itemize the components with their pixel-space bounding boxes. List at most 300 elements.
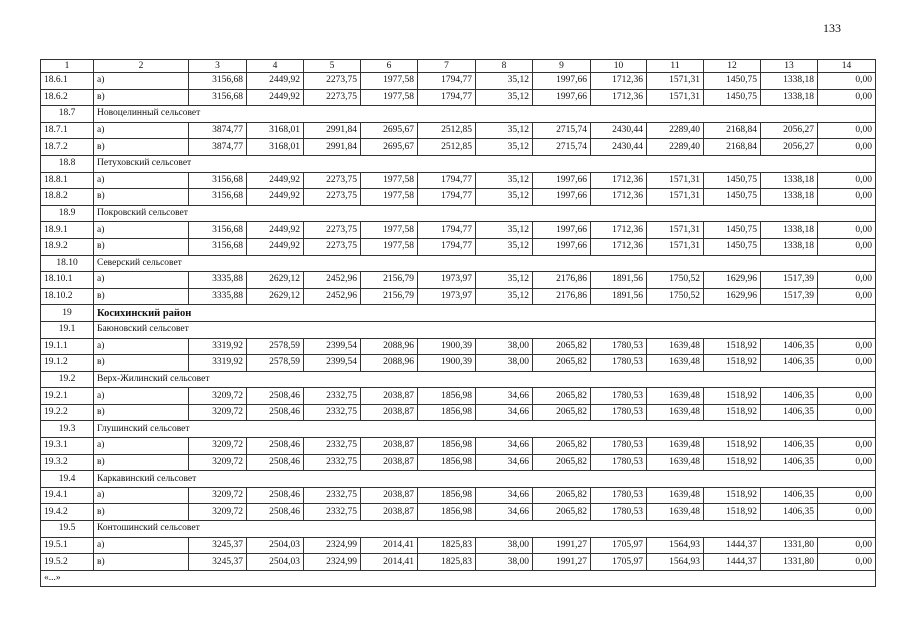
table-cell: 1997,66 — [533, 73, 591, 90]
table-row — [41, 89, 876, 106]
table-cell: 0,00 — [818, 537, 876, 554]
table-cell: 3156,68 — [189, 238, 247, 255]
table-cell: 3156,68 — [189, 189, 247, 206]
row-label: в) — [94, 189, 189, 206]
table-row — [41, 238, 876, 255]
table-cell: 38,00 — [476, 537, 533, 554]
table-cell: 2273,75 — [304, 172, 361, 189]
table-cell: 1518,92 — [704, 388, 761, 405]
table-cell: 2508,46 — [247, 438, 304, 455]
table-cell: 2449,92 — [247, 73, 304, 90]
table-cell: 2449,92 — [247, 189, 304, 206]
row-code: 18.9.1 — [41, 222, 94, 239]
table-cell: 3245,37 — [189, 554, 247, 571]
table-cell: 1518,92 — [704, 438, 761, 455]
row-code: 18.8.2 — [41, 189, 94, 206]
table-cell: 0,00 — [818, 338, 876, 355]
table-cell: 3335,88 — [189, 272, 247, 289]
table-cell: 1997,66 — [533, 172, 591, 189]
table-cell: 34,66 — [476, 504, 533, 521]
table-cell: 2452,96 — [304, 288, 361, 305]
table-cell: 1794,77 — [418, 73, 476, 90]
section-name: Баюновский сельсовет — [94, 321, 876, 338]
table-cell: 1406,35 — [761, 388, 818, 405]
table-cell: 2038,87 — [361, 404, 418, 421]
table-cell: 1997,66 — [533, 189, 591, 206]
table-cell: 0,00 — [818, 504, 876, 521]
table-cell: 1639,48 — [647, 454, 704, 471]
table-cell: 1712,36 — [591, 73, 647, 90]
table-cell: 1712,36 — [591, 89, 647, 106]
table-cell: 1571,31 — [647, 238, 704, 255]
table-cell: 1856,98 — [418, 454, 476, 471]
table-cell: 1571,31 — [647, 89, 704, 106]
table-cell: 1406,35 — [761, 338, 818, 355]
table-cell: 2273,75 — [304, 222, 361, 239]
table-cell: 2038,87 — [361, 454, 418, 471]
table-cell: 1639,48 — [647, 438, 704, 455]
table-cell: 2168,84 — [704, 122, 761, 139]
table-cell: 2399,54 — [304, 338, 361, 355]
table-cell: 2508,46 — [247, 454, 304, 471]
table-cell: 3319,92 — [189, 355, 247, 372]
row-label: в) — [94, 238, 189, 255]
table-row — [41, 272, 876, 289]
table-cell: 1780,53 — [591, 487, 647, 504]
section-name: Контошинский сельсовет — [94, 521, 876, 538]
table-cell: 2176,86 — [533, 288, 591, 305]
row-code: 19.2 — [41, 371, 94, 388]
column-header: 2 — [94, 60, 189, 73]
table-cell: 35,12 — [476, 139, 533, 156]
row-label: в) — [94, 288, 189, 305]
table-row — [41, 504, 876, 521]
table-cell: 1856,98 — [418, 487, 476, 504]
row-code: 18.6.2 — [41, 89, 94, 106]
row-code: 19.4.2 — [41, 504, 94, 521]
table-cell: 2168,84 — [704, 139, 761, 156]
table-cell: 0,00 — [818, 487, 876, 504]
table-cell: 2629,12 — [247, 288, 304, 305]
table-cell: 1450,75 — [704, 222, 761, 239]
table-cell: 1900,39 — [418, 355, 476, 372]
row-label: в) — [94, 554, 189, 571]
table-cell: 0,00 — [818, 438, 876, 455]
table-cell: 2056,27 — [761, 122, 818, 139]
row-label: а) — [94, 222, 189, 239]
table-cell: 2452,96 — [304, 272, 361, 289]
table-cell: 2332,75 — [304, 487, 361, 504]
column-header: 12 — [704, 60, 761, 73]
table-cell: 2156,79 — [361, 288, 418, 305]
table-cell: 1856,98 — [418, 438, 476, 455]
table-cell: 2332,75 — [304, 454, 361, 471]
row-code: 18.7.1 — [41, 122, 94, 139]
table-cell: 1856,98 — [418, 388, 476, 405]
section-row — [41, 371, 876, 388]
table-row — [41, 288, 876, 305]
table-cell: 3319,92 — [189, 338, 247, 355]
table-cell: 3209,72 — [189, 454, 247, 471]
table-cell: 1997,66 — [533, 238, 591, 255]
table-cell: 2504,03 — [247, 554, 304, 571]
table-cell: 1406,35 — [761, 454, 818, 471]
table-cell: 1406,35 — [761, 487, 818, 504]
row-code: 18.10.1 — [41, 272, 94, 289]
table-cell: 1856,98 — [418, 404, 476, 421]
table-cell: 2324,99 — [304, 537, 361, 554]
table-cell: 0,00 — [818, 454, 876, 471]
section-name: Новоцелинный сельсовет — [94, 106, 876, 123]
section-row — [41, 421, 876, 438]
table-cell: 35,12 — [476, 122, 533, 139]
row-code: 18.8.1 — [41, 172, 94, 189]
row-code: 19.2.2 — [41, 404, 94, 421]
table-cell: 2273,75 — [304, 238, 361, 255]
table-cell: 1406,35 — [761, 404, 818, 421]
table-cell: 1331,80 — [761, 537, 818, 554]
table-cell: 1977,58 — [361, 89, 418, 106]
table-cell: 1712,36 — [591, 189, 647, 206]
table-cell: 2065,82 — [533, 404, 591, 421]
table-cell: 3156,68 — [189, 222, 247, 239]
row-code: 18.9.2 — [41, 238, 94, 255]
table-cell: 1564,93 — [647, 537, 704, 554]
row-label: а) — [94, 438, 189, 455]
table-cell: 1977,58 — [361, 189, 418, 206]
table-cell: 0,00 — [818, 73, 876, 90]
table-cell: 38,00 — [476, 338, 533, 355]
table-cell: 1518,92 — [704, 487, 761, 504]
table-row — [41, 554, 876, 571]
table-cell: 34,66 — [476, 454, 533, 471]
table-cell: 1825,83 — [418, 554, 476, 571]
table-cell: 0,00 — [818, 554, 876, 571]
table-cell: 0,00 — [818, 238, 876, 255]
table-row — [41, 172, 876, 189]
column-header: 8 — [476, 60, 533, 73]
table-cell: 3874,77 — [189, 122, 247, 139]
table-cell: 1780,53 — [591, 454, 647, 471]
table-cell: 34,66 — [476, 438, 533, 455]
table-cell: 0,00 — [818, 139, 876, 156]
table-row — [41, 355, 876, 372]
table-cell: 1891,56 — [591, 288, 647, 305]
table-cell: 1331,80 — [761, 554, 818, 571]
section-name: Северский сельсовет — [94, 255, 876, 272]
row-label: в) — [94, 504, 189, 521]
table-cell: 2065,82 — [533, 338, 591, 355]
table-cell: 35,12 — [476, 222, 533, 239]
table-cell: 2332,75 — [304, 438, 361, 455]
table-cell: 1780,53 — [591, 388, 647, 405]
column-header: 10 — [591, 60, 647, 73]
row-code: 18.7 — [41, 106, 94, 123]
table-cell: 2065,82 — [533, 454, 591, 471]
table-cell: 1977,58 — [361, 73, 418, 90]
table-cell: 1518,92 — [704, 504, 761, 521]
table-cell: 1518,92 — [704, 338, 761, 355]
table-cell: 34,66 — [476, 404, 533, 421]
table-cell: 2038,87 — [361, 388, 418, 405]
table-row — [41, 73, 876, 90]
section-name: Глушинский сельсовет — [94, 421, 876, 438]
table-cell: 3245,37 — [189, 537, 247, 554]
table-cell: 2038,87 — [361, 504, 418, 521]
table-cell: 1977,58 — [361, 222, 418, 239]
table-cell: 2578,59 — [247, 338, 304, 355]
table-row — [41, 139, 876, 156]
table-cell: 1444,37 — [704, 554, 761, 571]
table-cell: 2014,41 — [361, 554, 418, 571]
table-row — [41, 438, 876, 455]
table-cell: 1338,18 — [761, 172, 818, 189]
table-cell: 2504,03 — [247, 537, 304, 554]
section-name: Петуховский сельсовет — [94, 155, 876, 172]
table-cell: 35,12 — [476, 172, 533, 189]
table-cell: 1973,97 — [418, 272, 476, 289]
table-cell: 1900,39 — [418, 338, 476, 355]
table-cell: 1712,36 — [591, 238, 647, 255]
column-header: 3 — [189, 60, 247, 73]
section-row — [41, 521, 876, 538]
table-cell: 3209,72 — [189, 438, 247, 455]
row-code: 18.7.2 — [41, 139, 94, 156]
district-name: Косихинский район — [94, 305, 876, 322]
table-cell: 1450,75 — [704, 73, 761, 90]
table-cell: 3156,68 — [189, 73, 247, 90]
table-cell: 2038,87 — [361, 487, 418, 504]
row-label: а) — [94, 388, 189, 405]
continuation-mark: «...» — [41, 570, 876, 587]
section-row — [41, 155, 876, 172]
table-cell: 1450,75 — [704, 89, 761, 106]
table-cell: 1712,36 — [591, 172, 647, 189]
row-code: 19.4.1 — [41, 487, 94, 504]
table-cell: 1338,18 — [761, 238, 818, 255]
table-cell: 1406,35 — [761, 355, 818, 372]
table-cell: 1406,35 — [761, 438, 818, 455]
table-cell: 3335,88 — [189, 288, 247, 305]
row-code: 19.1.1 — [41, 338, 94, 355]
section-row — [41, 321, 876, 338]
table-cell: 3209,72 — [189, 487, 247, 504]
table-cell: 2289,40 — [647, 139, 704, 156]
district-row — [41, 305, 876, 322]
row-code: 19.2.1 — [41, 388, 94, 405]
table-row — [41, 537, 876, 554]
table-cell: 1780,53 — [591, 504, 647, 521]
table-cell: 1977,58 — [361, 172, 418, 189]
table-cell: 2038,87 — [361, 438, 418, 455]
table-cell: 2273,75 — [304, 189, 361, 206]
table-cell: 1517,39 — [761, 272, 818, 289]
table-cell: 2512,85 — [418, 139, 476, 156]
table-cell: 1450,75 — [704, 189, 761, 206]
table-cell: 2508,46 — [247, 388, 304, 405]
table-cell: 3156,68 — [189, 172, 247, 189]
row-label: а) — [94, 73, 189, 90]
row-label: а) — [94, 122, 189, 139]
row-label: а) — [94, 272, 189, 289]
table-cell: 0,00 — [818, 172, 876, 189]
table-cell: 0,00 — [818, 89, 876, 106]
table-cell: 1338,18 — [761, 189, 818, 206]
column-header: 11 — [647, 60, 704, 73]
row-code: 19.1.2 — [41, 355, 94, 372]
table-cell: 3156,68 — [189, 89, 247, 106]
table-cell: 1338,18 — [761, 222, 818, 239]
table-cell: 2332,75 — [304, 404, 361, 421]
table-cell: 1825,83 — [418, 537, 476, 554]
table-cell: 2065,82 — [533, 438, 591, 455]
table-cell: 1780,53 — [591, 438, 647, 455]
table-row — [41, 454, 876, 471]
table-cell: 1639,48 — [647, 338, 704, 355]
row-code: 19.1 — [41, 321, 94, 338]
table-cell: 1444,37 — [704, 537, 761, 554]
table-cell: 2065,82 — [533, 487, 591, 504]
table-cell: 2449,92 — [247, 238, 304, 255]
table-cell: 1794,77 — [418, 172, 476, 189]
table-row — [41, 122, 876, 139]
column-number-row — [41, 60, 876, 73]
table-cell: 1338,18 — [761, 89, 818, 106]
table-cell: 0,00 — [818, 404, 876, 421]
table-cell: 2176,86 — [533, 272, 591, 289]
table-cell: 3209,72 — [189, 404, 247, 421]
table-cell: 1891,56 — [591, 272, 647, 289]
table-cell: 1450,75 — [704, 172, 761, 189]
row-code: 19.5.1 — [41, 537, 94, 554]
continuation-row — [41, 570, 876, 587]
table-cell: 2332,75 — [304, 388, 361, 405]
row-code: 19.3 — [41, 421, 94, 438]
table-cell: 1517,39 — [761, 288, 818, 305]
table-cell: 1639,48 — [647, 487, 704, 504]
table-cell: 2715,74 — [533, 122, 591, 139]
table-cell: 2088,96 — [361, 355, 418, 372]
table-row — [41, 189, 876, 206]
column-header: 6 — [361, 60, 418, 73]
row-label: а) — [94, 487, 189, 504]
page-number: 133 — [823, 21, 841, 35]
table-cell: 2695,67 — [361, 139, 418, 156]
table-cell: 1991,27 — [533, 537, 591, 554]
row-code: 19.3.2 — [41, 454, 94, 471]
table-cell: 1571,31 — [647, 172, 704, 189]
row-label: а) — [94, 537, 189, 554]
table-cell: 1338,18 — [761, 73, 818, 90]
column-header: 7 — [418, 60, 476, 73]
table-cell: 2430,44 — [591, 122, 647, 139]
table-cell: 1705,97 — [591, 537, 647, 554]
table-cell: 3168,01 — [247, 122, 304, 139]
row-code: 19 — [41, 305, 94, 322]
section-row — [41, 471, 876, 488]
table-cell: 35,12 — [476, 189, 533, 206]
table-cell: 1518,92 — [704, 355, 761, 372]
table-cell: 38,00 — [476, 355, 533, 372]
row-label: а) — [94, 172, 189, 189]
table-cell: 1780,53 — [591, 338, 647, 355]
table-cell: 2156,79 — [361, 272, 418, 289]
table-row — [41, 222, 876, 239]
table-cell: 1991,27 — [533, 554, 591, 571]
row-code: 19.3.1 — [41, 438, 94, 455]
row-code: 18.10 — [41, 255, 94, 272]
table-row — [41, 338, 876, 355]
table-cell: 2449,92 — [247, 89, 304, 106]
table-cell: 1564,93 — [647, 554, 704, 571]
section-row — [41, 106, 876, 123]
table-cell: 1639,48 — [647, 388, 704, 405]
table-cell: 2065,82 — [533, 388, 591, 405]
table-cell: 1639,48 — [647, 504, 704, 521]
column-header: 5 — [304, 60, 361, 73]
row-code: 19.4 — [41, 471, 94, 488]
column-header: 1 — [41, 60, 94, 73]
table-cell: 0,00 — [818, 122, 876, 139]
table-row — [41, 487, 876, 504]
table-cell: 0,00 — [818, 288, 876, 305]
table-cell: 35,12 — [476, 272, 533, 289]
table-cell: 1794,77 — [418, 189, 476, 206]
table-cell: 2332,75 — [304, 504, 361, 521]
table-cell: 2430,44 — [591, 139, 647, 156]
table-cell: 0,00 — [818, 272, 876, 289]
row-code: 18.6.1 — [41, 73, 94, 90]
row-code: 18.9 — [41, 205, 94, 222]
section-name: Верх-Жилинский сельсовет — [94, 371, 876, 388]
section-row — [41, 205, 876, 222]
row-code: 19.5.2 — [41, 554, 94, 571]
table-cell: 0,00 — [818, 189, 876, 206]
table-cell: 1571,31 — [647, 73, 704, 90]
table-cell: 2449,92 — [247, 172, 304, 189]
table-row — [41, 388, 876, 405]
table-row — [41, 404, 876, 421]
section-name: Покровский сельсовет — [94, 205, 876, 222]
table-cell: 2056,27 — [761, 139, 818, 156]
table-cell: 1450,75 — [704, 238, 761, 255]
table-cell: 2512,85 — [418, 122, 476, 139]
table-cell: 2508,46 — [247, 504, 304, 521]
section-name: Каркавинский сельсовет — [94, 471, 876, 488]
table-cell: 1780,53 — [591, 355, 647, 372]
table-cell: 1629,96 — [704, 272, 761, 289]
table-cell: 38,00 — [476, 554, 533, 571]
row-label: в) — [94, 404, 189, 421]
table-cell: 1977,58 — [361, 238, 418, 255]
table-cell: 3209,72 — [189, 504, 247, 521]
table-cell: 35,12 — [476, 238, 533, 255]
table-cell: 2065,82 — [533, 504, 591, 521]
table-cell: 0,00 — [818, 388, 876, 405]
row-code: 18.8 — [41, 155, 94, 172]
row-label: а) — [94, 338, 189, 355]
table-cell: 1639,48 — [647, 404, 704, 421]
column-header: 4 — [247, 60, 304, 73]
table-cell: 1639,48 — [647, 355, 704, 372]
table-cell: 1571,31 — [647, 222, 704, 239]
table-cell: 35,12 — [476, 288, 533, 305]
table-cell: 1973,97 — [418, 288, 476, 305]
table-cell: 2014,41 — [361, 537, 418, 554]
column-header: 9 — [533, 60, 591, 73]
table-cell: 3168,01 — [247, 139, 304, 156]
table-cell: 3209,72 — [189, 388, 247, 405]
